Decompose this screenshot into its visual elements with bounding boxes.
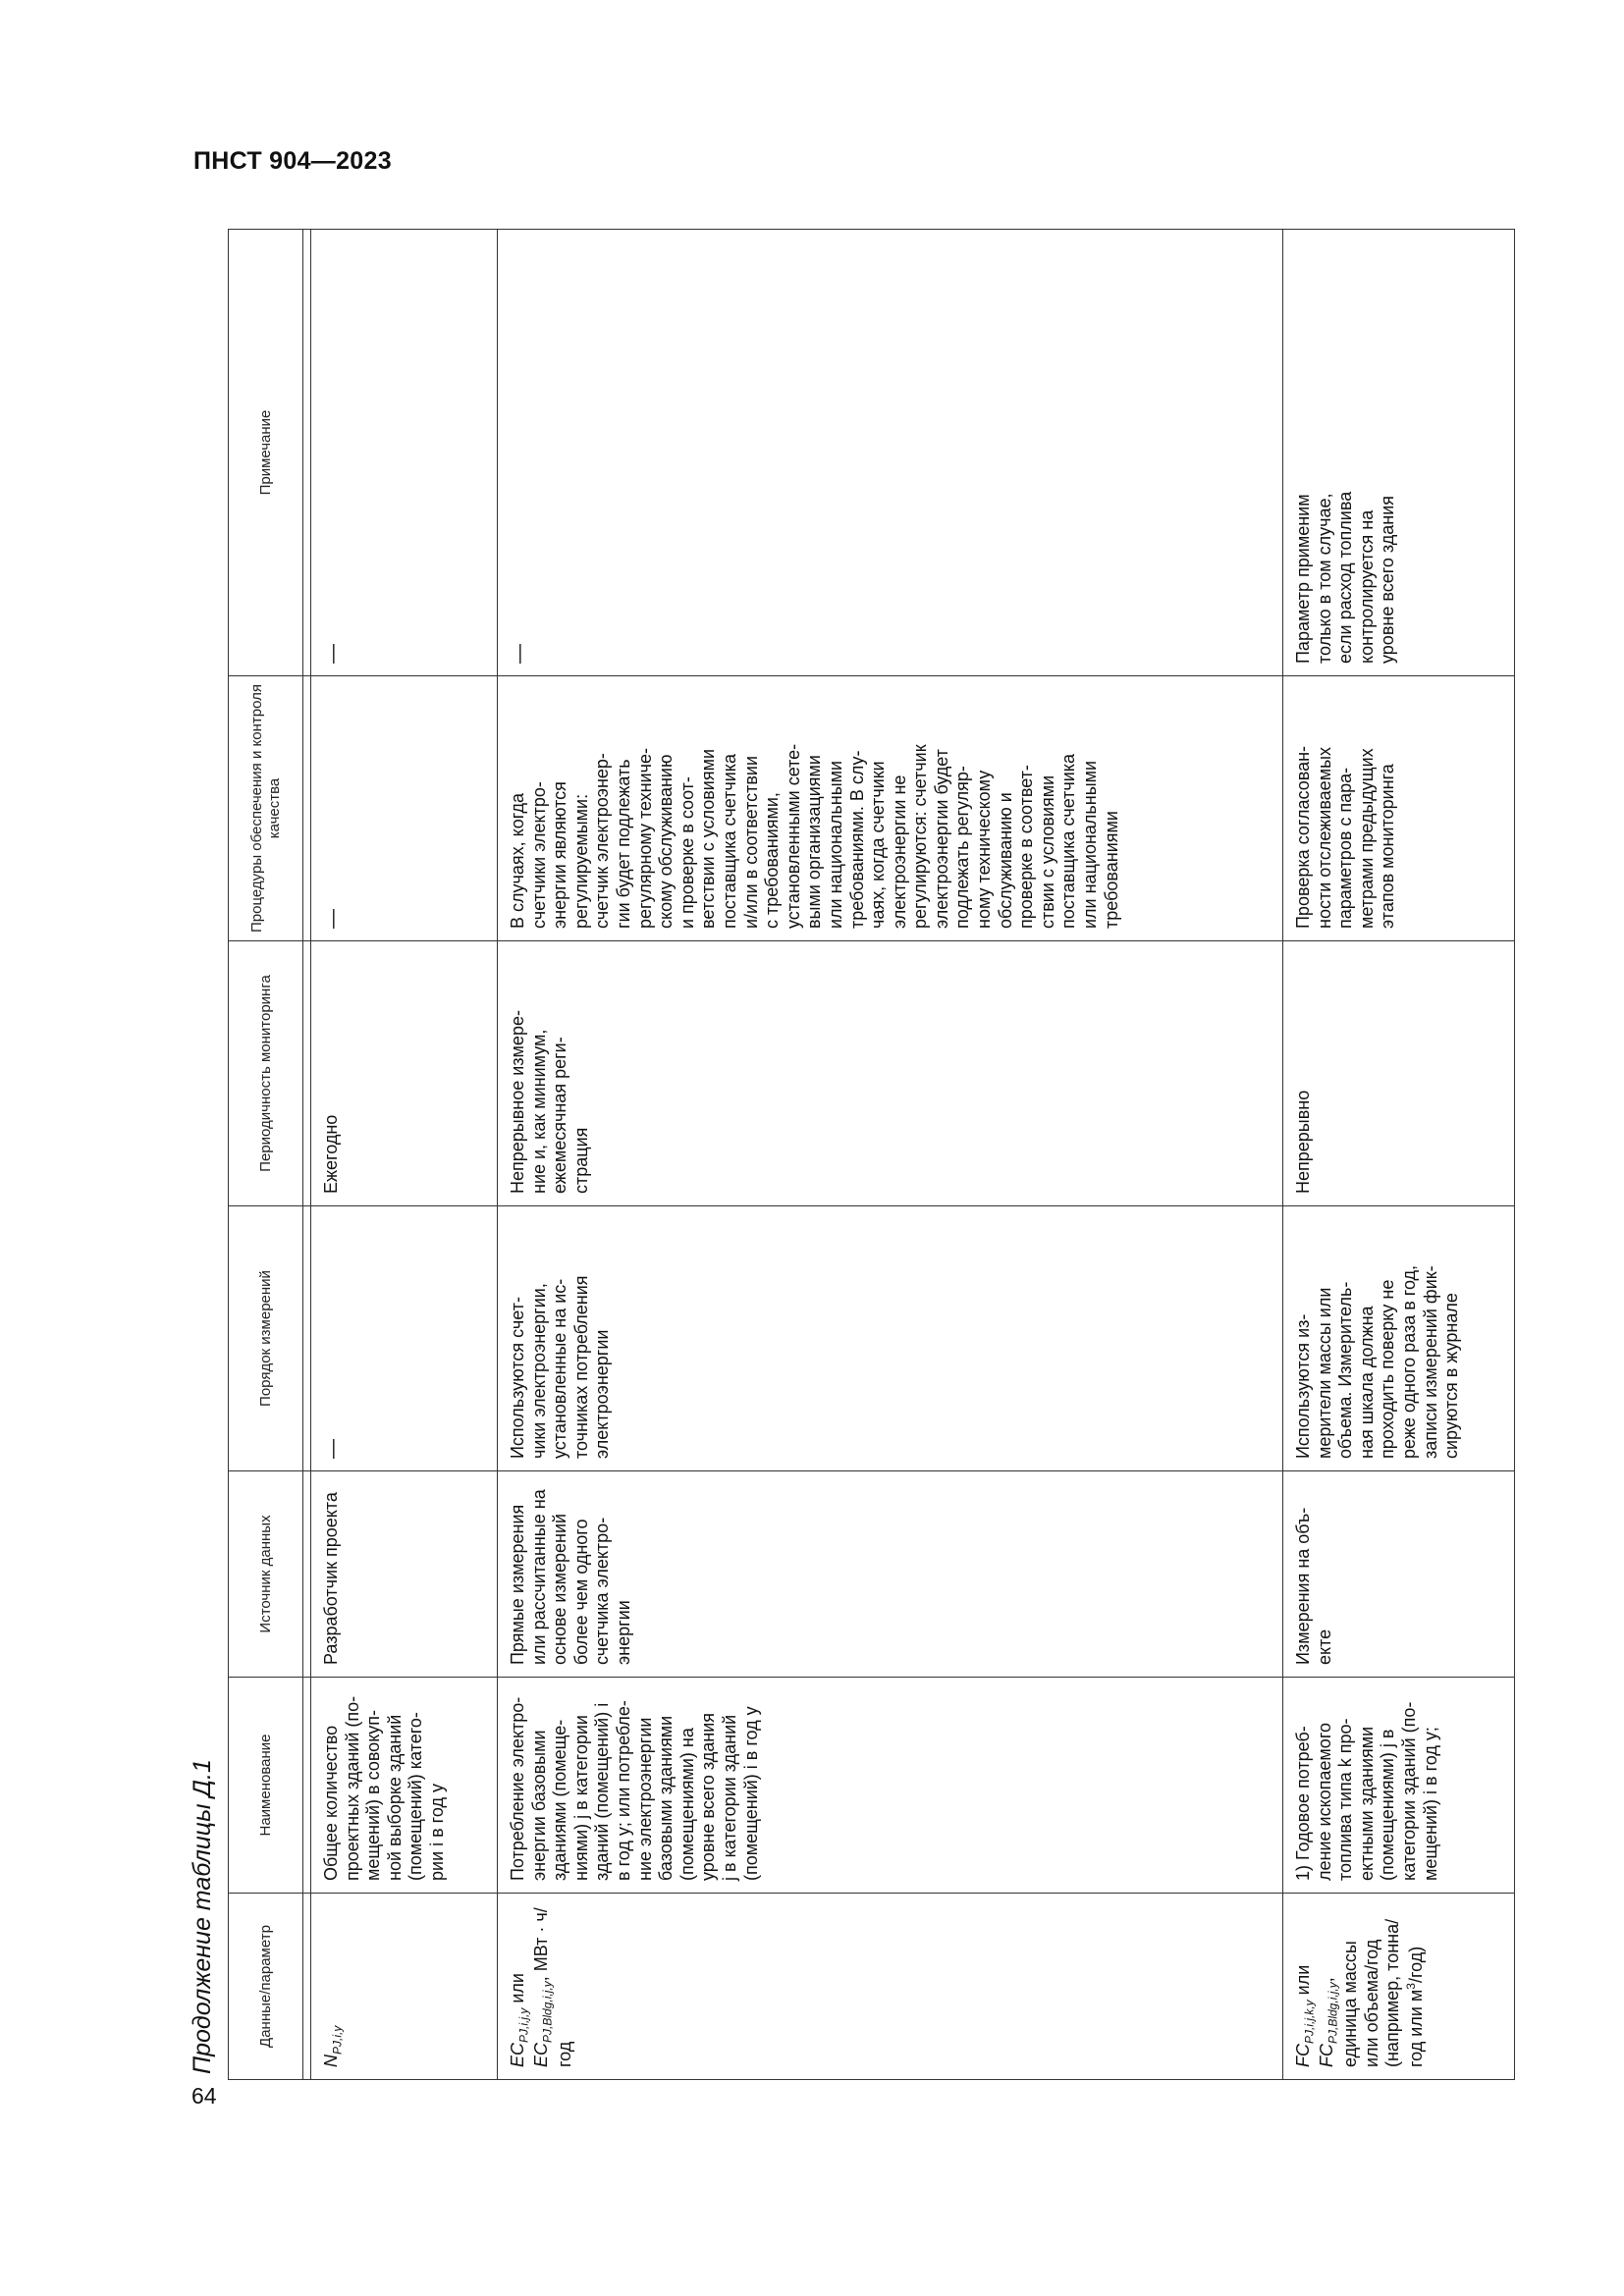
- frequency-cell: Непрерывное измере- ние и, как минимум, ежемесячная реги- страция: [498, 941, 1283, 1206]
- procedure-cell: Используются из- мерители массы или объема. Измеритель- ная шкала должна проходить поверку не реже одного раза в год, записи измерений фик- сируются в журнале: [1283, 1206, 1515, 1471]
- parameter-symbol: $FC_{PJ,i,j,k,y}$ или $FC_{PJ,Bldg,i,j,y}$, единица массы или объема/год (например, тонна/ год или $м^3/год$): [1293, 1918, 1426, 2067]
- procedure-cell: —: [311, 1206, 498, 1471]
- column-header-procedure: Порядок измерений: [229, 1206, 303, 1471]
- parameter-symbol: $N_{PJ,i,y}$: [321, 2025, 345, 2067]
- source-cell: Прямые измерения или рассчитанные на основе измерений более чем одного счетчика электро- энергии: [498, 1471, 1283, 1678]
- monitoring-parameters-table: [228, 229, 1515, 2080]
- source-cell: Измерения на объ- екте: [1283, 1471, 1515, 1678]
- note-cell: —: [498, 230, 1283, 676]
- table-caption: Продолжение таблицы Д.1: [189, 1759, 216, 2074]
- frequency-cell: Непрерывно: [1283, 941, 1515, 1206]
- header-separator: [303, 230, 311, 2080]
- frequency-cell: Ежегодно: [311, 941, 498, 1206]
- name-cell: 1) Годовое потреб- ление ископаемого топлива типа k про- ектными зданиями (помещениями) j в категории зданий (по- мещений) i в год y;: [1283, 1678, 1515, 1894]
- table-header-row: [229, 230, 303, 2080]
- note-cell: —: [311, 230, 498, 676]
- name-cell: Общее количество проектных зданий (по- мещений) в совокуп- ной выборке зданий (помещений) катего- рии i в год y: [311, 1678, 498, 1894]
- name-cell: Потребление электро- энергии базовыми зданиями (помеще- ниями) j в категории зданий (помещений) i в год y; или потребле- ние электроэнергии базовыми зданиями (помещениями) на уровне всего здания j в категории зданий (помещений) i в год y: [498, 1678, 1283, 1894]
- table-row: [498, 230, 1283, 2080]
- param-cell: [311, 1894, 498, 2080]
- qa-cell: Проверка согласован- ности отслеживаемых параметров с пара- метрами предыдущих этапов мониторинга: [1283, 676, 1515, 941]
- column-header-param: Данные/параметр: [229, 1894, 303, 2080]
- page-number: 64: [191, 2083, 217, 2109]
- column-header-name: Наименование: [229, 1678, 303, 1894]
- table-row: [1283, 230, 1515, 2080]
- qa-cell: —: [311, 676, 498, 941]
- column-header-source: Источник данных: [229, 1471, 303, 1678]
- param-cell: [498, 1894, 1283, 2080]
- document-header: ПНСТ 904—2023: [193, 147, 392, 175]
- qa-cell: В случаях, когда счетчики электро- энергии являются регулируемыми: счетчик электроэнер- гии будет подлежать регулярному техниче- скому обслуживанию и проверке в соот- ветствии с условиями поставщика счетчика и/или в соответствии с требованиями, установленными сете- выми организациями или национальными требованиями. В слу- чаях, когда счетчики электроэнергии не регулируются: счетчик электроэнергии будет подлежать регуляр- ному техническому обслуживанию и проверке в соответ- ствии с условиями поставщика счетчика или национальными требованиями: [498, 676, 1283, 941]
- param-cell: [1283, 1894, 1515, 2080]
- source-cell: Разработчик проекта: [311, 1471, 498, 1678]
- column-header-note: Примечание: [229, 230, 303, 676]
- procedure-cell: Используются счет- чики электроэнергии, установленные на ис- точниках потребления электроэнергии: [498, 1206, 1283, 1471]
- note-cell: Параметр применим только в том случае, если расход топлива контролируется на уровне всего здания: [1283, 230, 1515, 676]
- column-header-qa: Процедуры обеспечения и контроля качества: [229, 676, 303, 941]
- column-header-frequency: Периодичность мониторинга: [229, 941, 303, 1206]
- parameter-symbol: $EC_{PJ,i,j,y}$ или $EC_{PJ,Bldg,i,j,y}$, МВт · ч/ год: [508, 1907, 574, 2067]
- table-row: [311, 230, 498, 2080]
